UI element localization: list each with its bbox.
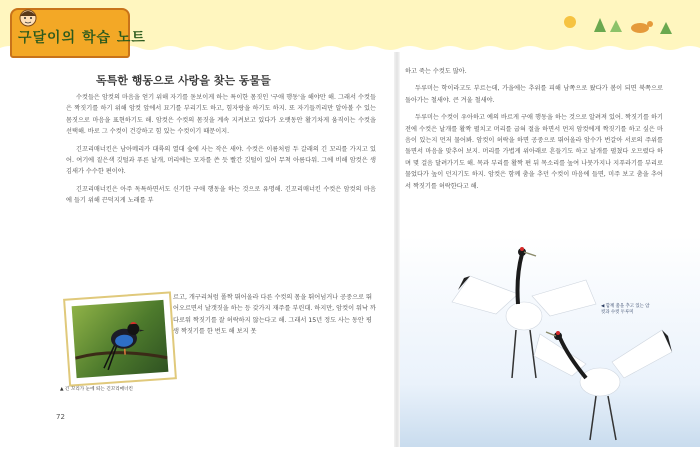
paragraph: 르고, 개구리처럼 폴짝 뛰어올라 다른 수컷의 몸을 뛰어넘거나 공중으로 뛰어오르면서 날갯짓을 하는 등 갖가지 재주를 부린대. 하지만, 암컷이 워낙 까다로워 짝짓기를 잘 허락하지 않는다고 해. 그래서 15년 정도 사는 동안 평생 짝짓기를 한 번도 해 보지 못	[173, 294, 376, 336]
logo-text: 구달이의 학습 노트	[18, 30, 146, 46]
crane-caption: ◀ 함께 춤을 추고 있는 암컷과 수컷 두루미	[601, 304, 650, 315]
right-column	[405, 66, 663, 198]
header-decoration-icon	[560, 12, 680, 42]
page-number: 72	[56, 413, 65, 421]
paragraph: 수컷들은 암컷의 마음을 얻기 위해 자기를 돋보이게 하는 특이한 몸짓인 '구애 행동'을 해야만 해. 그래서 수컷들은 짝짓기를 하기 위해 암컷 앞에서 묘기를 부리기도 하고, 힘자랑을 하기도 하지. 또 자기들끼리만 알아볼 수 있는 몸짓으로 마음을 표현하기도 해. 암컷은 수컷의 몸짓을 계속 지켜보고 있다가 오랫동안 활기차게 움직이는 수컷을 선택해. 바로 그 수컷이 건강하고 힘 있는 수컷이기 때문이지.	[66, 94, 376, 136]
dancing-cranes-icon	[400, 236, 700, 447]
manakin-photo-frame	[63, 291, 177, 386]
left-column	[66, 92, 376, 213]
paragraph: 두루미는 수컷이 우아하고 예의 바르게 구애 행동을 하는 것으로 알려져 있어. 짝짓기를 하기 전에 수컷은 날개를 활짝 펼치고 머리를 굽혀 절을 하면서 먼저 암컷에게 짝짓기를 하고 싶은 마음이 있는지 먼저 물어봐. 암컷이 허락을 하면 공중으로 뛰어올라 암수가 번갈아 서로의 주위를 돌면서 마음을 맞추어 보지. 머리를 가볍게 위아래로 흔들기도 하고 날개를 펼쳤다 오므렸다 하며 몇 걸음 달려가기도 해. 목과 부리를 활짝 편 뒤 목소리를 높여 나뭇가지나 지푸라기를 부리로 물었다가 높이 던지기도 하지. 암컷은 함께 춤을 추던 수컷이 마음에 들면, 미주 보고 춤을 추어서 짝짓기를 허락한다고 해.	[405, 114, 663, 190]
paragraph: 하고 죽는 수컷도 많아.	[405, 68, 467, 75]
manakin-caption: ▲ 긴 꼬리가 눈에 띄는 긴꼬리매너킨	[60, 387, 133, 392]
paragraph: 두루미는 학이라고도 부르는데, 가을에는 추위를 피해 남쪽으로 왔다가 봄이 되면 북쪽으로 돌아가는 철새야. 큰 겨울 철새야.	[405, 85, 663, 104]
paragraph: 긴꼬리매너킨은 아주 독특하면서도 신기한 구애 행동을 하는 것으로 유명해. 긴꼬리매너킨 수컷은 암컷의 마음에 들기 위해 끈덕지게 노래를 부	[66, 185, 376, 205]
manakin-bird-icon	[72, 300, 169, 378]
article-title: 독특한 행동으로 사랑을 찾는 동물들	[96, 74, 271, 87]
wrap-text	[173, 292, 376, 338]
manakin-photo	[72, 300, 169, 378]
crane-photo	[400, 236, 700, 447]
paragraph: 긴꼬리매너킨은 남아메리카 대륙의 열대 숲에 사는 작은 새야. 수컷은 이름처럼 두 갈래의 긴 꼬리를 가지고 있어. 여기에 짙은색 깃털과 푸른 날개, 머리에는 모자를 쓴 듯 빨간 깃털이 있어 무척 아름다워. 그에 비해 암컷은 생김새가 수수한 편이야.	[66, 145, 376, 176]
